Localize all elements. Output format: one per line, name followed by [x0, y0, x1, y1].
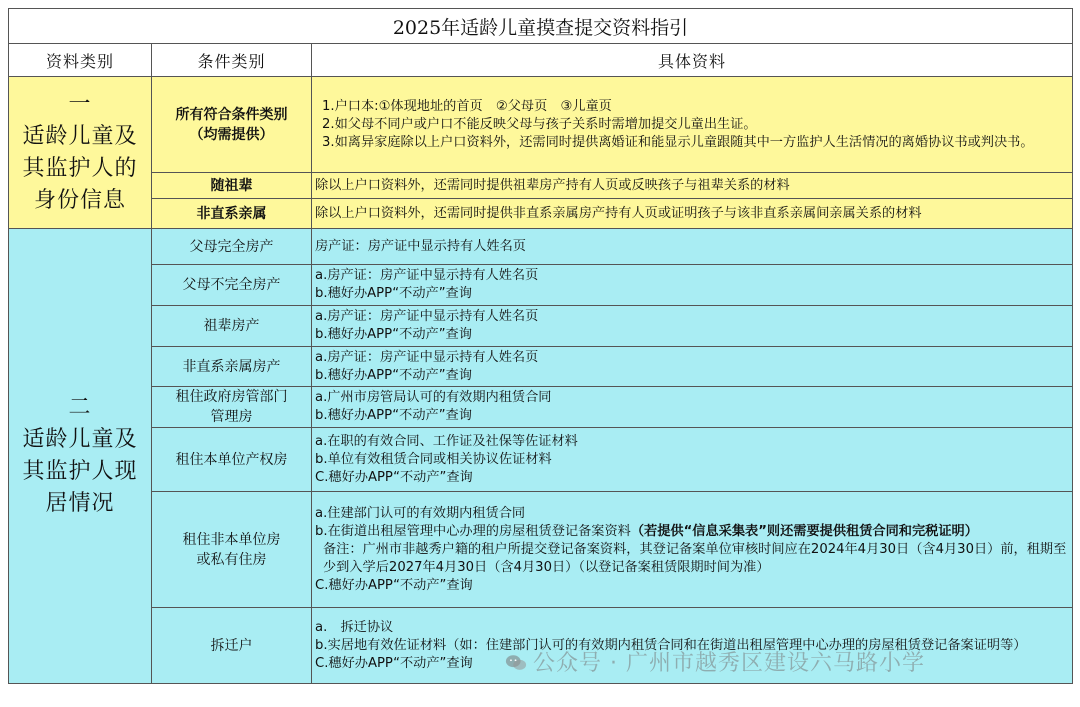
condition-parents-full-property: 父母完全房产 [152, 229, 312, 265]
detail-private-rental: a.住建部门认可的有效期内租赁合同 b.在街道出租屋管理中心办理的房屋租赁登记备案资料（若提供“信息采集表”则还需要提供租赁合同和完税证明） 备注：广州市非越秀户籍的租户所提交登记备案资料，其登记备案单位审核时间应在2024年4月30日（含4月30日）前，租期至少到入学后2027年4月30日（含4月30日）（以登记备案租赁限期时间为准） C.穗好办APP“不动产”查询 [312, 492, 1073, 608]
condition-private-rental: 租住非本单位房 或私有住房 [152, 492, 312, 608]
detail-grandparents-property: a.房产证：房产证中显示持有人姓名页 b.穗好办APP“不动产”查询 [312, 306, 1073, 347]
watermark-text: 公众号 · 广州市越秀区建设六马路小学 [533, 651, 925, 676]
condition-grandparents-property: 祖辈房产 [152, 306, 312, 347]
condition-parents-partial-property: 父母不完全房产 [152, 265, 312, 306]
detail-employer-housing: a.在职的有效合同、工作证及社保等佐证材料 b.单位有效租赁合同或相关协议佐证材料 C.穗好办APP“不动产”查询 [312, 428, 1073, 492]
table-title: 2025年适龄儿童摸查提交资料指引 [9, 9, 1073, 44]
guide-table [8, 8, 1073, 684]
header-condition: 条件类别 [152, 44, 312, 77]
section2-category-line: 适龄儿童及 [22, 427, 138, 452]
section2-category-line: 其监护人现 [22, 459, 138, 484]
section1-category-line: 其监护人的 [22, 155, 138, 181]
detail-all: 1.户口本:①体现地址的首页 ②父母页 ③儿童页 2.如父母不同户或户口不能反映父母与孩子关系时需增加提交儿童出生证。 3.如离异家庭除以上户口资料外，还需同时提供离婚证和能显示儿童跟随其中一方监护人生活情况的离婚协议书或判决书。 [312, 77, 1073, 173]
condition-non-direct-property: 非直系亲属房产 [152, 347, 312, 387]
section2-category-line: 二 [68, 395, 92, 420]
detail-non-direct-relative: 除以上户口资料外，还需同时提供非直系亲属房产持有人页或证明孩子与该非直系亲属间亲属关系的材料 [312, 199, 1073, 229]
section1-category-line: 适龄儿童及 [22, 123, 138, 149]
condition-employer-housing: 租住本单位产权房 [152, 428, 312, 492]
condition-all: 所有符合条件类别 （均需提供） [152, 77, 312, 173]
condition-grandparents: 随祖辈 [152, 173, 312, 199]
detail-demolition: a. 拆迁协议 b.实居地有效佐证材料（如：住建部门认可的有效期内租赁合同和在街道出租屋管理中心办理的房屋租赁登记备案证明等） C.穗好办APP“不动产”查询 [312, 608, 1073, 684]
header-category: 资料类别 [9, 44, 152, 77]
condition-gov-housing: 租住政府房管部门 管理房 [152, 387, 312, 428]
wechat-icon [505, 652, 527, 674]
section1-category-line: 身份信息 [33, 187, 126, 213]
section1-category [9, 77, 152, 229]
condition-non-direct-relative: 非直系亲属 [152, 199, 312, 229]
detail-parents-partial-property: a.房产证：房产证中显示持有人姓名页 b.穗好办APP“不动产”查询 [312, 265, 1073, 306]
detail-parents-full-property: 房产证：房产证中显示持有人姓名页 [312, 229, 1073, 265]
section2-category [9, 229, 152, 684]
condition-demolition: 拆迁户 [152, 608, 312, 684]
section1-category-line: 一 [68, 91, 92, 117]
section2-category-line: 居情况 [45, 491, 115, 516]
header-details: 具体资料 [312, 44, 1073, 77]
detail-non-direct-property: a.房产证：房产证中显示持有人姓名页 b.穗好办APP“不动产”查询 [312, 347, 1073, 387]
detail-gov-housing: a.广州市房管局认可的有效期内租赁合同 b.穗好办APP“不动产”查询 [312, 387, 1073, 428]
detail-grandparents: 除以上户口资料外，还需同时提供祖辈房产持有人页或反映孩子与祖辈关系的材料 [312, 173, 1073, 199]
watermark [505, 646, 925, 677]
